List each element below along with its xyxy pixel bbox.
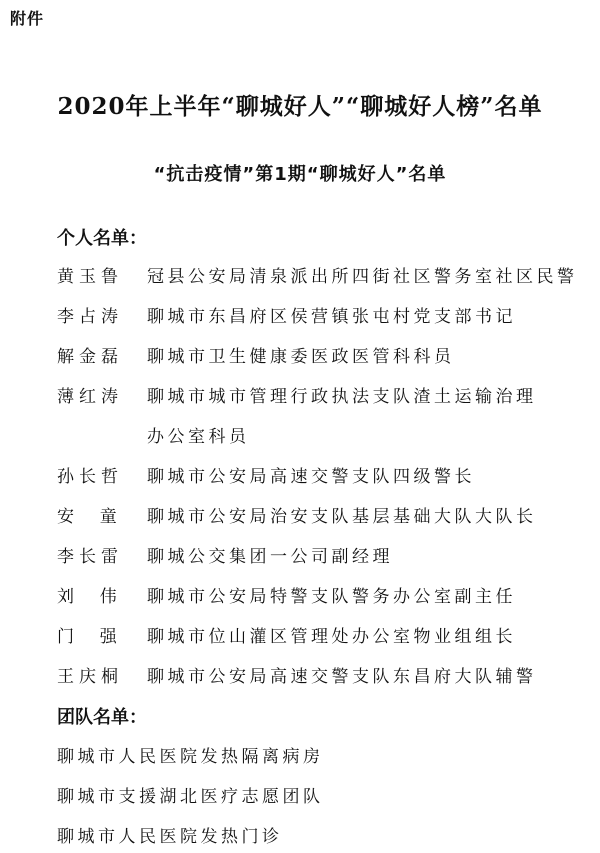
document-title: 2020年上半年“聊城好人”“聊城好人榜”名单 — [57, 93, 543, 120]
person-position: 聊城市公安局特警支队警务办公室副主任 — [147, 587, 516, 607]
person-name: 孙长哲 — [57, 467, 123, 487]
person-position: 聊城市东昌府区侯营镇张屯村党支部书记 — [147, 307, 516, 327]
person-position: 聊城市城市管理行政执法支队渣土运输治理 — [147, 387, 537, 407]
person-name: 王庆桐 — [57, 667, 123, 687]
person-row — [57, 462, 475, 487]
person-row — [57, 382, 537, 407]
person-row — [57, 342, 455, 367]
person-name: 李长雷 — [57, 547, 123, 567]
person-name: 安 童 — [57, 507, 122, 527]
person-name: 门 强 — [57, 627, 122, 647]
person-name: 薄红涛 — [57, 387, 123, 407]
person-position: 冠县公安局清泉派出所四街社区警务室社区民警 — [147, 267, 578, 287]
person-position: 聊城市公安局高速交警支队四级警长 — [147, 467, 475, 487]
team-item: 聊城市支援湖北医疗志愿团队 — [57, 787, 324, 807]
person-position: 聊城市公安局高速交警支队东昌府大队辅警 — [147, 667, 537, 687]
person-name: 李占涛 — [57, 307, 123, 327]
person-row — [57, 662, 537, 687]
team-section-heading: 团队名单： — [57, 707, 147, 728]
person-name: 黄玉鲁 — [57, 267, 123, 287]
document-subtitle: “抗击疫情”第1期“聊城好人”名单 — [153, 164, 447, 185]
attachment-label: 附件 — [10, 9, 45, 28]
person-name: 解金磊 — [57, 347, 123, 367]
person-row — [57, 542, 393, 567]
person-row — [57, 622, 516, 647]
person-row — [57, 302, 516, 327]
person-position-continued: 办公室科员 — [147, 427, 250, 447]
person-position: 聊城公交集团一公司副经理 — [147, 547, 393, 567]
person-name: 刘 伟 — [57, 587, 122, 607]
team-item: 聊城市人民医院发热隔离病房 — [57, 747, 324, 767]
team-item: 聊城市人民医院发热门诊 — [57, 827, 283, 847]
person-row — [57, 502, 537, 527]
person-position: 聊城市位山灌区管理处办公室物业组组长 — [147, 627, 516, 647]
individual-section-heading: 个人名单： — [57, 228, 147, 249]
person-position: 聊城市卫生健康委医政医管科科员 — [147, 347, 455, 367]
person-row — [57, 262, 578, 287]
person-row — [57, 582, 516, 607]
person-position: 聊城市公安局治安支队基层基础大队大队长 — [147, 507, 537, 527]
